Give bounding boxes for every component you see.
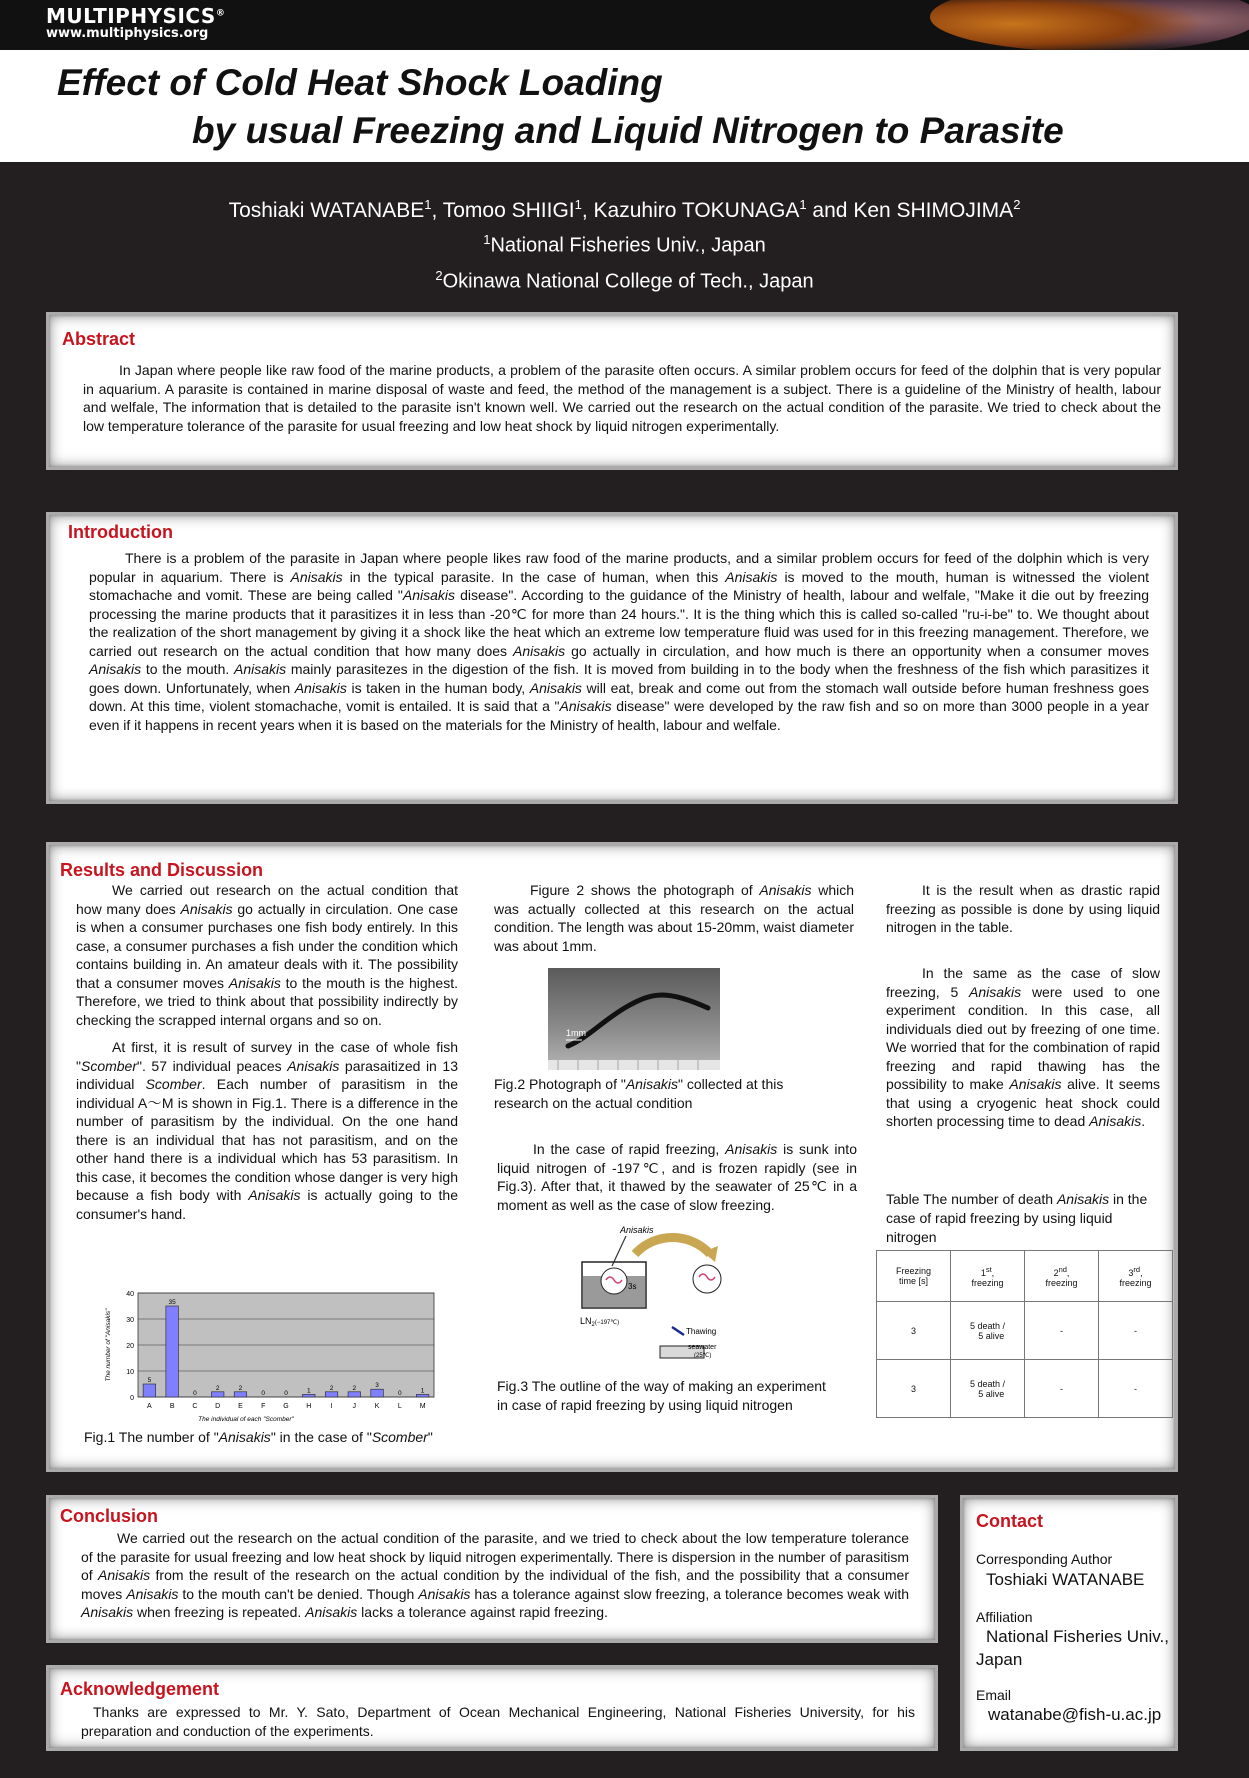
author-names: Toshiaki WATANABE$^1$, Tomoo SHIIGI$^1$, Kazuhiro TOKUNAGA$^1$ and Ken SHIMOJIMA$^2$ [228, 197, 1021, 222]
conclusion-heading: Conclusion [60, 1506, 158, 1526]
fig2-photo [548, 968, 720, 1070]
acknowledgement-heading: Acknowledgement [60, 1679, 220, 1699]
multiphysics-logo [46, 4, 225, 41]
chart-data-label: 1 [306, 1387, 311, 1395]
table-row [877, 1302, 1173, 1360]
chart-data-label: 3 [375, 1382, 379, 1390]
fig3-seawater-label: seawater [688, 1344, 717, 1351]
logo-text: MULTIPHYSICS [46, 4, 216, 28]
chart-data-label: 0 [261, 1390, 266, 1397]
table-header-cell: Freezing time [s] [877, 1251, 951, 1302]
chart-data-label: 0 [284, 1390, 288, 1397]
header-bar [0, 0, 1249, 50]
chart-x-tick-label: C [192, 1403, 198, 1410]
table-cell: 3 [877, 1360, 951, 1418]
fig3-time-label: 3s [628, 1282, 637, 1291]
table-row [877, 1360, 1173, 1418]
chart-x-tick-label: G [283, 1403, 289, 1410]
contact-affiliation-line2: Japan [976, 1650, 1023, 1669]
author-name: Tomoo SHIIGI [442, 199, 575, 222]
fig2-scale-label: 1mm [566, 1028, 586, 1038]
chart-x-tick-label: B [169, 1403, 175, 1410]
chart-bar [416, 1394, 429, 1397]
author-name: Toshiaki WATANABE [228, 199, 425, 222]
chart-data-label: 1 [420, 1387, 425, 1395]
table-cell: 5 death / 5 alive [951, 1360, 1025, 1418]
table-header-cell: 3rd, freezing [1099, 1251, 1173, 1302]
fig3-seawater-temp: (25℃) [694, 1353, 712, 1359]
chart-x-tick-label: J [352, 1403, 357, 1410]
fig3-anisakis-label: Anisakis [620, 1225, 654, 1235]
chart-y-axis-label: The number of "Anisakis" [105, 1308, 112, 1382]
table-cell: 3 [877, 1302, 951, 1360]
chart-bar [325, 1392, 338, 1397]
contact-author: Toshiaki WATANABE [986, 1570, 1145, 1589]
chart-data-label: 2 [352, 1384, 357, 1392]
table-cell: 5 death / 5 alive [951, 1302, 1025, 1360]
fig1-caption: Fig.1 The number of "Anisakis" in the case of "Scomber" [84, 1429, 433, 1445]
chart-data-label: 0 [193, 1390, 197, 1397]
chart-x-tick-label: H [306, 1403, 312, 1410]
chart-x-tick-label: A [147, 1403, 152, 1410]
chart-x-tick-label: M [419, 1403, 426, 1410]
table-caption: Table The number of death Anisakis in the case of rapid freezing by using liquid nitrogen [886, 1191, 1148, 1245]
fig3-diagram [560, 1224, 740, 1369]
chart-bar [143, 1384, 156, 1397]
author-block [0, 190, 1249, 296]
header-decoration-image [930, 0, 1249, 52]
chart-y-tick-label: 30 [126, 1317, 134, 1324]
chart-bar [303, 1394, 316, 1397]
affiliation-line: $^1$National Fisheries Univ., Japan [483, 232, 766, 257]
chart-bar [234, 1392, 247, 1397]
chart-y-tick-label: 0 [130, 1395, 134, 1402]
chart-bar [348, 1392, 361, 1397]
results-col2-text-1: Figure 2 shows the photograph of Anisakis which was actually collected at this research on the actual condition. The length was about 15-20mm, waist diameter was about 1mm. [494, 882, 854, 954]
results-table [876, 1250, 1173, 1418]
author-name: Ken SHIMOJIMA [853, 199, 1014, 222]
author-affiliations [0, 225, 1249, 296]
results-col3-text-2: In the same as the case of slow freezing, 5 Anisakis were used to one experiment condition. In this case, all individuals died out by freezing of one time. We worried that for the combination of rapid freezing and rapid thawing has the possibility to make Anisakis alive. It seems that using a cryogenic heat shock could shorten processing time to dead Anisakis. [886, 965, 1160, 1129]
logo-mark: ® [215, 8, 226, 19]
author-superscript: 1 [799, 197, 807, 212]
table-header-cell: 2nd, freezing [1025, 1251, 1099, 1302]
table-cell: - [1099, 1360, 1173, 1418]
chart-data-label: 2 [215, 1384, 220, 1392]
chart-x-tick-label: D [215, 1403, 221, 1410]
chart-x-tick-label: I [330, 1403, 333, 1410]
chart-x-axis-label: The individual of each "Scomber" [198, 1416, 294, 1423]
chart-y-tick-label: 40 [126, 1291, 134, 1298]
author-superscript: 1 [574, 197, 582, 212]
abstract-text: In Japan where people like raw food of the marine products, a problem of the parasite often occurs. A similar problem occurs for feed of the dolphin that is very popular in aquarium. A parasite is contained in marine disposal of waste and feed, the method of the management is a subject. There is a guideline of the Ministry of health, labour and welfale, The information that is detailed to the parasite isn't known well. We carried out the research on the actual condition of the parasite. We tried to check about the low temperature tolerance of the parasite for usual freezing and low heat shock by liquid nitrogen experimentally. [83, 362, 1161, 434]
abstract-heading: Abstract [62, 329, 136, 349]
results-heading: Results and Discussion [60, 860, 264, 880]
chart-data-label: 0 [398, 1390, 402, 1397]
introduction-text: There is a problem of the parasite in Japan where people likes raw food of the marine products, and a similar problem occurs for feed of the dolphin which is very popular in aquarium. There is Anisakis in the typical parasite. In the case of human, when this Anisakis is moved to the mouth, human is witnessed the violent stomachache and vomit. These are being called "Anisakis disease". According to the guidance of the Ministry of health, labour and welfale, "Make it die out by freezing processing the marine products that it parasitizes it in less than -20℃ for more than 24 hours.". It is the thing which this is called so-called "ru-i-be" to. We thought about the realization of the short management by giving it a shock like the heat which an extreme low temperature fluid was used for in this freezing management. Therefore, we carried out research on the actual condition that how many does Anisakis go actually in circulation, and how much is there an opportunity when a consumer moves Anisakis to the mouth. Anisakis mainly parasitezes in the digestion of the fish. It is moved from building in to the body when the freshness of the fish which parasitizes it goes down. Unfortunately, when Anisakis is taken in the human body, Anisakis will eat, break and come out from the stomach wall outside before human freshness goes down. At this time, violent stomachache, vomit is entailed. It is said that a "Anisakis disease" were developed by the raw fish and so on more than 3000 people in a year even if it happens in recent years when it is based on the materials for the Ministry of health, labour and welfale. [89, 550, 1150, 733]
chart-bar [371, 1389, 384, 1397]
acknowledgement-text: Thanks are expressed to Mr. Y. Sato, Department of Ocean Mechanical Engineering, National Fisheries University, for his preparation and conduction of the experiments. [81, 1704, 915, 1739]
chart-y-tick-label: 10 [126, 1369, 134, 1376]
chart-data-label: 2 [329, 1384, 334, 1392]
table-cell: - [1099, 1302, 1173, 1360]
table-header-cell: 1st, freezing [951, 1251, 1025, 1302]
contact-email-label: Email [976, 1687, 1012, 1703]
conclusion-text: We carried out the research on the actual condition of the parasite, and we tried to check about the low temperature tolerance of the parasite for usual freezing and low heat shock by liquid nitrogen experimentally. There is dispersion in the number of parasitism of Anisakis from the result of the research on the actual condition by the individual of the fish, and the possibility that a consumer moves Anisakis to the mouth can't be denied. Though Anisakis has a tolerance against slow freezing, a tolerance becomes weak with Anisakis when freezing is repeated. Anisakis lacks a tolerance against rapid freezing. [81, 1530, 909, 1620]
contact-affiliation-label: Affiliation [976, 1609, 1033, 1625]
fig1-bar-chart [98, 1285, 450, 1425]
chart-x-tick-label: F [261, 1403, 266, 1410]
chart-y-tick-label: 20 [126, 1343, 134, 1350]
table-cell: - [1025, 1360, 1099, 1418]
logo-url: www.multiphysics.org [46, 26, 209, 41]
fig3-thawing-label: Thawing [686, 1327, 717, 1336]
fig3-caption: Fig.3 The outline of the way of making an experiment in case of rapid freezing by using liquid nitrogen [497, 1378, 826, 1413]
results-col3-text-1: It is the result when as drastic rapid freezing as possible is done by using liquid nitrogen in the table. [886, 882, 1160, 935]
affiliation-line: $^2$Okinawa National College of Tech., Japan [435, 267, 814, 293]
chart-x-tick-label: K [374, 1403, 380, 1410]
table-cell: - [1025, 1302, 1099, 1360]
introduction-heading: Introduction [68, 522, 173, 542]
results-col1-text: We carried out research on the actual condition that how many does Anisakis go actually in circulation. One case is when a consumer purchases one fish body entirely. In this case, a consumer purchases a fish under the condition which contains building in. An amateur deals with it. The possibility that a consumer moves Anisakis to the mouth is the highest. Therefore, we tried to think about that possibility indirectly by checking the scrapped internal organs and so on. At first, it is result of survey in the case of whole fish "Scomber". 57 individual peaces Anisakis parasaitized in 13 individual Scomber. Each number of parasitism in the individual A〜M is shown in Fig.1. There is a difference in the number of parasitism by the individual. On the one hand there is an individual that has not parasitism, and on the other hand there is a individual which has 53 parasitism. In this case, it becomes the condition whose danger is very high because a fish body with Anisakis is actually going to the consumer's hand. [76, 882, 459, 1222]
poster-title-line1: Effect of Cold Heat Shock Loading [57, 62, 663, 103]
contact-affiliation-line1: National Fisheries Univ., [986, 1627, 1169, 1646]
author-superscript: 1 [424, 197, 432, 212]
contact-heading: Contact [976, 1511, 1043, 1531]
contact-email[interactable]: watanabe@fish-u.ac.jp [988, 1705, 1162, 1724]
poster-title-line2: by usual Freezing and Liquid Nitrogen to Parasite [192, 110, 1064, 151]
table-header-row [877, 1251, 1173, 1302]
chart-data-label: 5 [147, 1377, 152, 1384]
fig3-ln2-label: $LN_2^{(-197℃)}$ [580, 1316, 620, 1328]
chart-data-label: 35 [168, 1299, 176, 1306]
chart-data-label: 2 [238, 1384, 243, 1392]
chart-bar [211, 1392, 224, 1397]
contact-author-label: Corresponding Author [976, 1551, 1113, 1567]
chart-bar [166, 1306, 179, 1397]
chart-x-tick-label: E [238, 1403, 243, 1410]
results-col2-text-2: In the case of rapid freezing, Anisakis is sunk into liquid nitrogen of -197℃, and is frozen rapidly (see in Fig.3). After that, it thawed by the seawater of 25℃ in a moment as well as the case of slow freezing. [497, 1141, 857, 1213]
author-name: Kazuhiro TOKUNAGA [593, 199, 800, 222]
fig2-caption: Fig.2 Photograph of "Anisakis" collected at this research on the actual condition [494, 1076, 784, 1111]
chart-x-tick-label: L [397, 1403, 402, 1410]
author-superscript: 2 [1013, 197, 1021, 212]
